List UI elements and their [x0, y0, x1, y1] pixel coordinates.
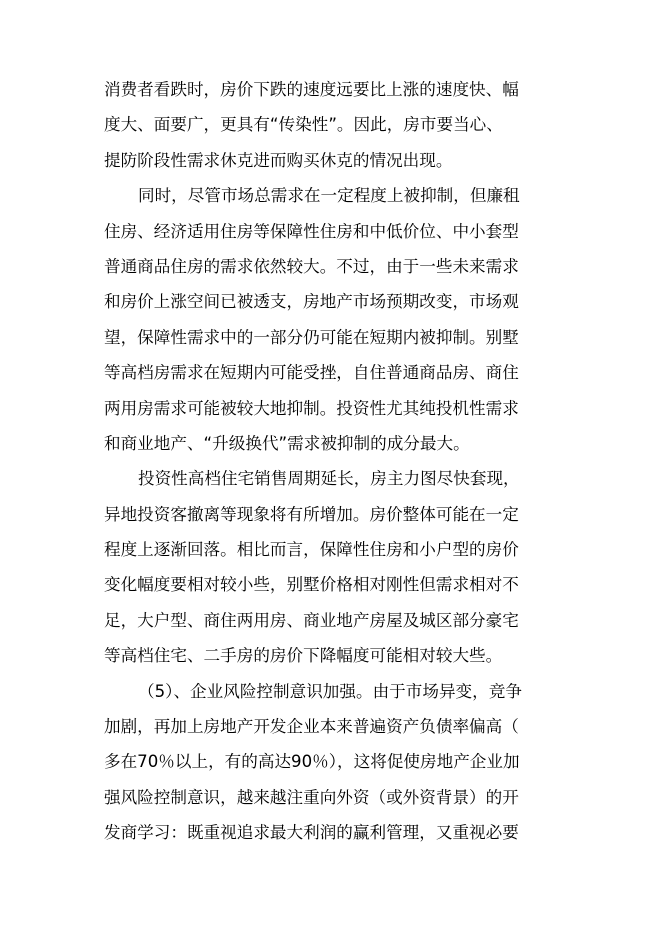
text-line: 等高档住宅、二手房的房价下降幅度可能相对较大些。: [104, 646, 503, 666]
paragraph-price-decline: [104, 461, 550, 673]
text-line: 度大、面要广，更具有“传染性”。因此，房市要当心、: [104, 115, 503, 135]
paragraph-risk-control: [104, 674, 550, 851]
document-page: [104, 72, 550, 851]
text-line: 多在70％以上，有的高达90％），这将促使房地产企业加: [104, 752, 520, 772]
text-line: 足，大户型、商住两用房、商业地产房屋及城区部分豪宅: [104, 610, 519, 630]
text-line: 消费者看跌时，房价下跌的速度远要比上涨的速度快、幅: [104, 80, 519, 99]
text-line: 程度上逐渐回落。相比而言，保障性住房和小户型的房价: [104, 540, 519, 560]
text-line: 住房、经济适用住房等保障性住房和中低价位、中小套型: [104, 221, 519, 241]
text-line: 提防阶段性需求休克进而购买休克的情况出现。: [104, 150, 453, 170]
text-line: 加剧，再加上房地产开发企业本来普遍资产负债率偏高（: [104, 717, 519, 737]
text-line: 变化幅度要相对较小些，别墅价格相对刚性但需求相对不: [104, 575, 519, 595]
text-line: 同时，尽管市场总需求在一定程度上被抑制，但廉租: [138, 186, 520, 206]
text-line: （5）、企业风险控制意识加强。由于市场异变，竞争: [138, 681, 522, 701]
text-line: 投资性高档住宅销售周期延长，房主力图尽快套现，: [138, 469, 520, 489]
text-line: 和商业地产、“升级换代”需求被抑制的成分最大。: [104, 433, 470, 453]
text-line: 和房价上涨空间已被透支，房地产市场预期改变，市场观: [104, 292, 519, 312]
text-line: 发商学习：既重视追求最大利润的赢利管理，又重视必要: [104, 823, 519, 843]
text-line: 望，保障性需求中的一部分仍可能在短期内被抑制。别墅: [104, 327, 519, 347]
text-line: 异地投资客撤离等现象将有所增加。房价整体可能在一定: [104, 504, 519, 524]
text-line: 普通商品住房的需求依然较大。不过，由于一些未来需求: [104, 256, 519, 276]
paragraph-demand-suppression: [104, 178, 550, 461]
text-line: 强风险控制意识，越来越注重向外资（或外资背景）的开: [104, 787, 519, 807]
paragraph-demand-shock: [104, 72, 550, 178]
text-line: 等高档房需求在短期内可能受挫，自住普通商品房、商住: [104, 363, 519, 383]
text-line: 两用房需求可能被较大地抑制。投资性尤其纯投机性需求: [104, 398, 519, 418]
